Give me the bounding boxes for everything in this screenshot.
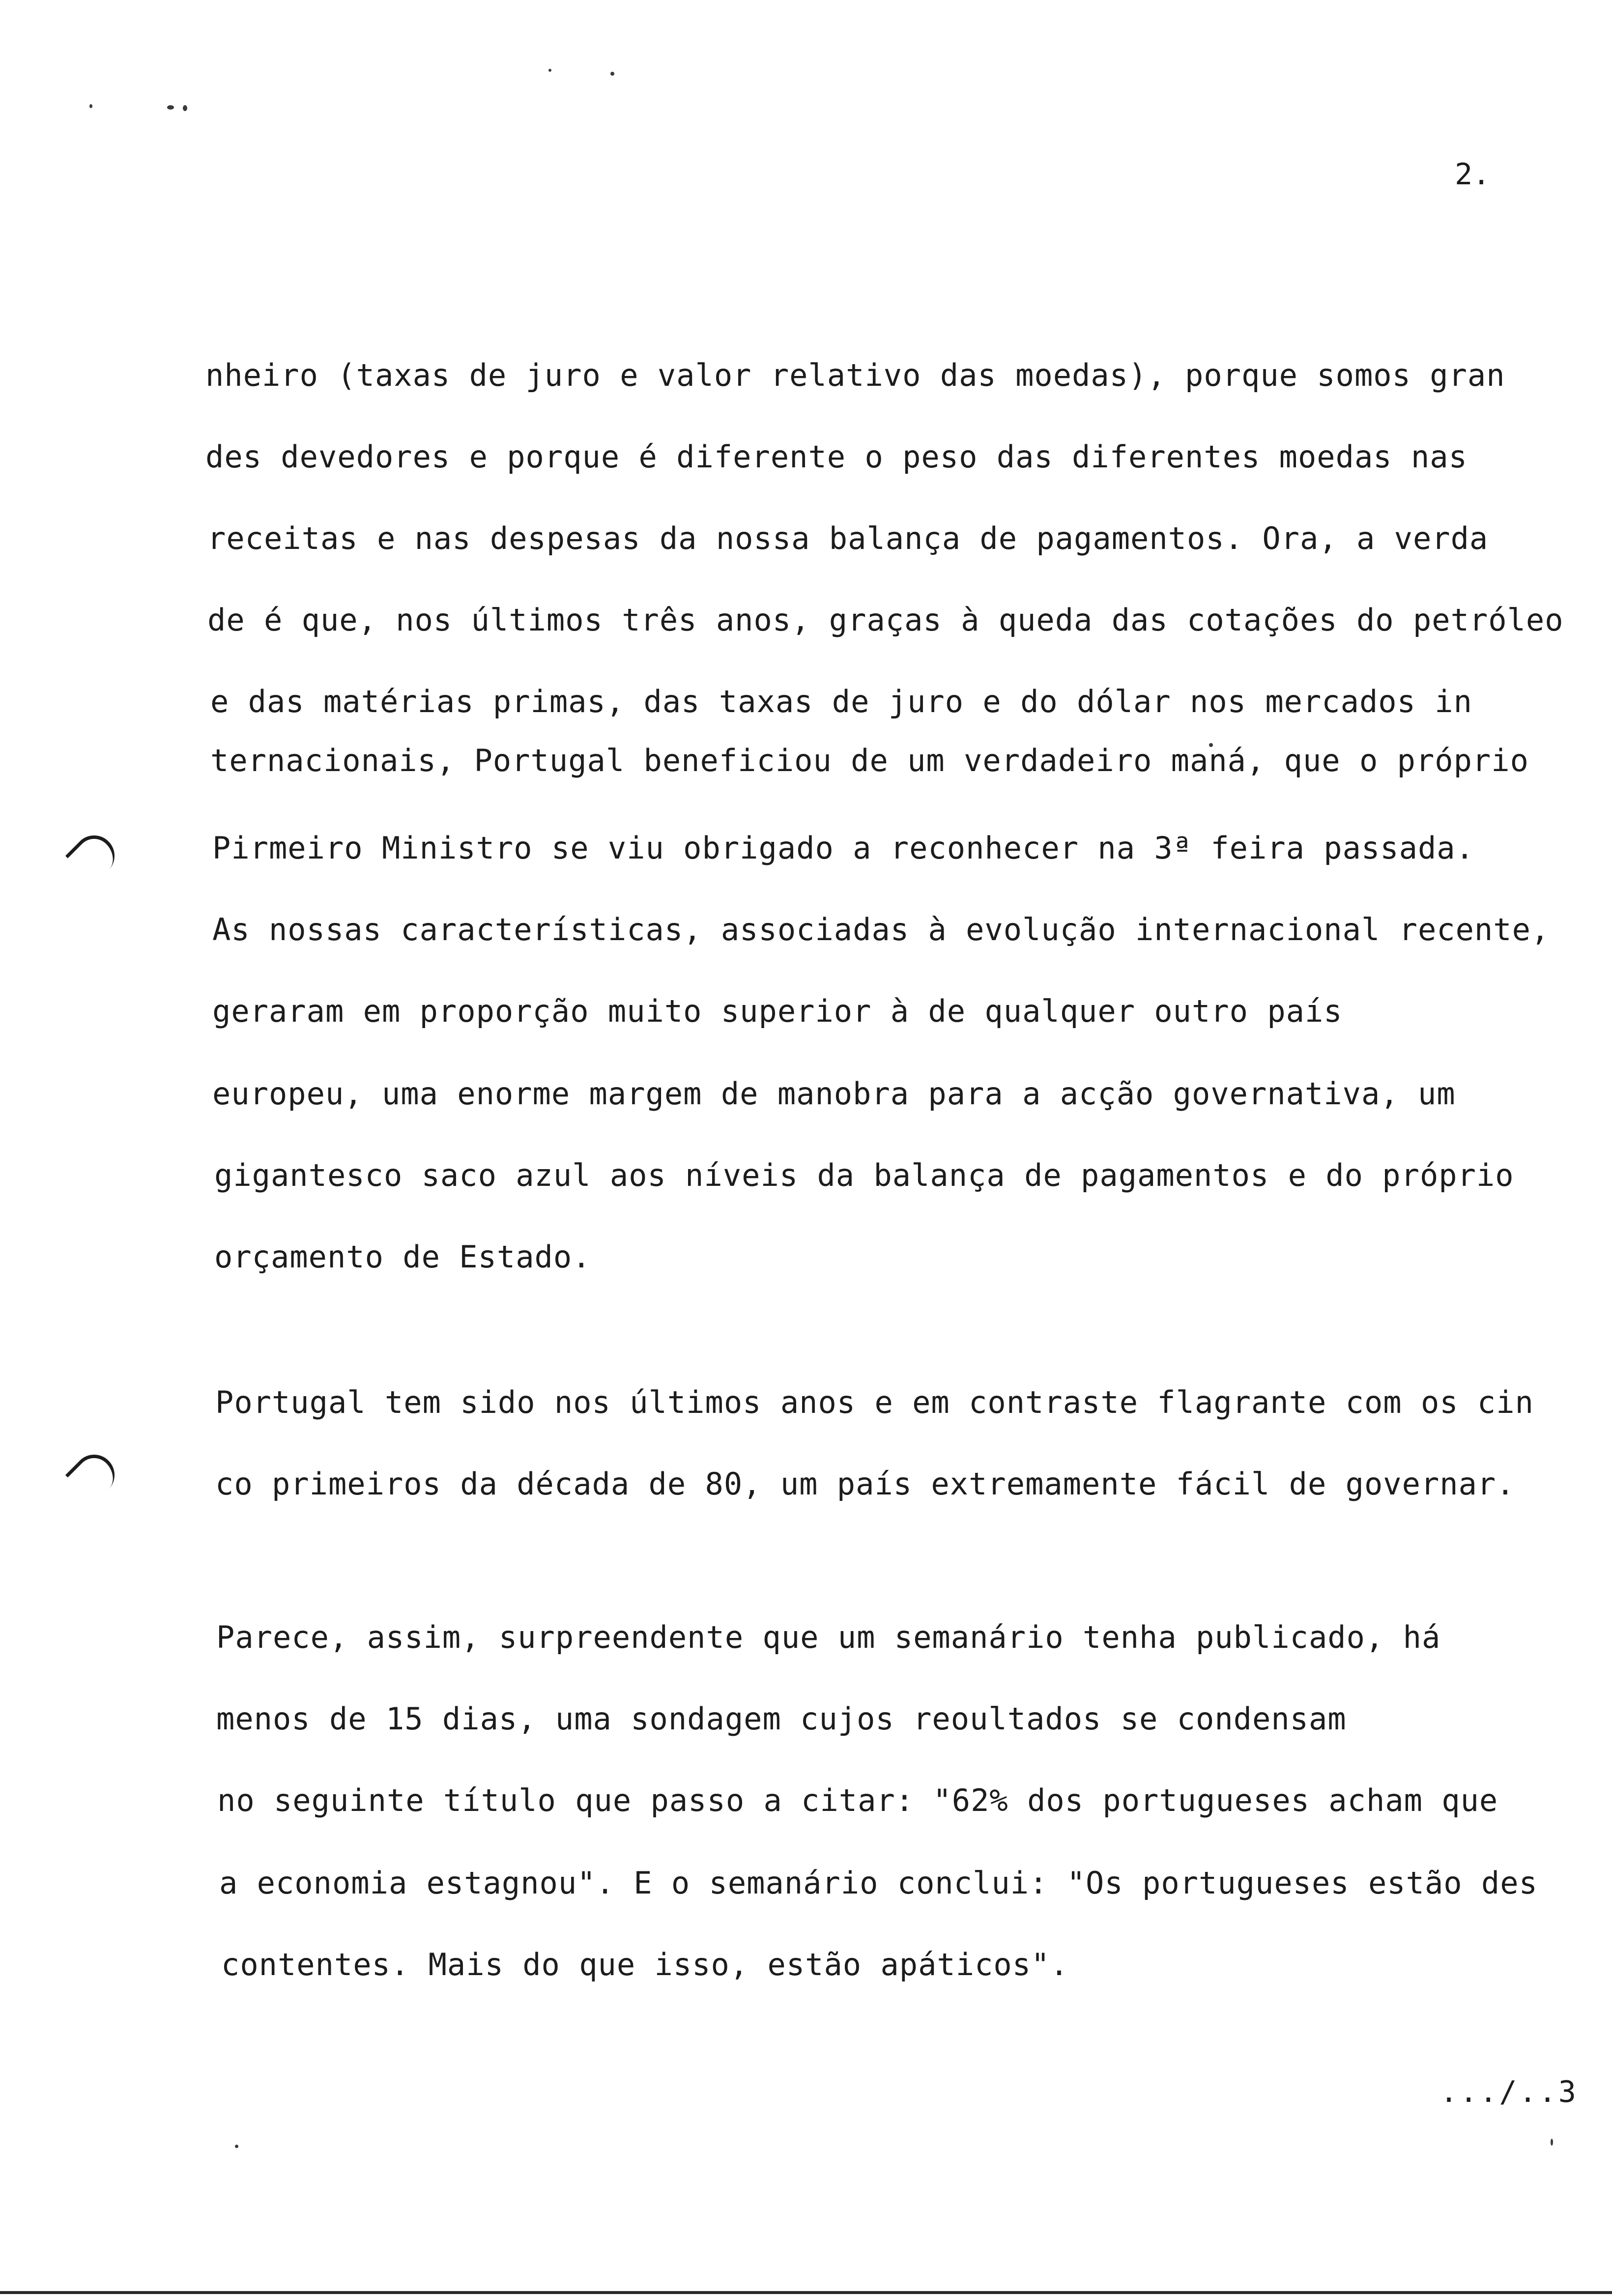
scan-speck: [167, 105, 174, 110]
scan-speck: [610, 72, 614, 76]
text-line: Portugal tem sido nos últimos anos e em contraste flagrante com os cin: [215, 1384, 1534, 1420]
text-line: e das matérias primas, das taxas de juro e do dólar nos mercados in: [210, 684, 1472, 719]
margin-mark: [65, 827, 123, 885]
text-line: menos de 15 dias, uma sondagem cujos reoultados se condensam: [216, 1701, 1347, 1737]
text-line: co primeiros da década de 80, um país extremamente fácil de governar.: [215, 1466, 1515, 1502]
text-line: a economia estagnou". E o semanário conclui: "Os portugueses estão des: [219, 1865, 1538, 1901]
text-line: As nossas características, associadas à evolução internacional recente,: [212, 912, 1550, 947]
scan-edge-line: [0, 2291, 1612, 2294]
text-line: orçamento de Estado.: [214, 1239, 591, 1275]
scan-speck: [183, 105, 187, 111]
text-line: geraram em proporção muito superior à de qualquer outro país: [212, 993, 1343, 1029]
text-line: europeu, uma enorme margem de manobra para a acção governativa, um: [212, 1076, 1456, 1112]
text-line: receitas e nas despesas da nossa balança de pagamentos. Ora, a verda: [207, 520, 1489, 556]
text-line: des devedores e porque é diferente o peso das diferentes moedas nas: [205, 439, 1468, 475]
page-number: 2.: [1455, 157, 1491, 192]
text-line: Pirmeiro Ministro se viu obrigado a reconhecer na 3ª feira passada.: [212, 830, 1474, 866]
text-line: contentes. Mais do que isso, estão apáticos".: [221, 1947, 1069, 1982]
text-line: no seguinte título que passo a citar: "62% dos portugueses acham que: [217, 1782, 1498, 1818]
scan-speck: [235, 2145, 238, 2148]
scan-speck: [548, 69, 551, 72]
page-continuation-marker: .../..3: [1440, 2075, 1578, 2109]
text-line: gigantesco saco azul aos níveis da balança de pagamentos e do próprio: [214, 1157, 1514, 1193]
margin-mark: [65, 1446, 123, 1504]
text-line: nheiro (taxas de juro e valor relativo das moedas), porque somos gran: [205, 357, 1505, 393]
scan-speck: [89, 104, 92, 108]
scan-speck: [1551, 2139, 1553, 2146]
text-line: ternacionais, Portugal beneficiou de um verdadeiro maná, que o próprio: [210, 743, 1529, 778]
text-line: Parece, assim, surpreendente que um semanário tenha publicado, há: [216, 1619, 1441, 1655]
text-line: de é que, nos últimos três anos, graças à queda das cotações do petróleo: [207, 602, 1564, 638]
